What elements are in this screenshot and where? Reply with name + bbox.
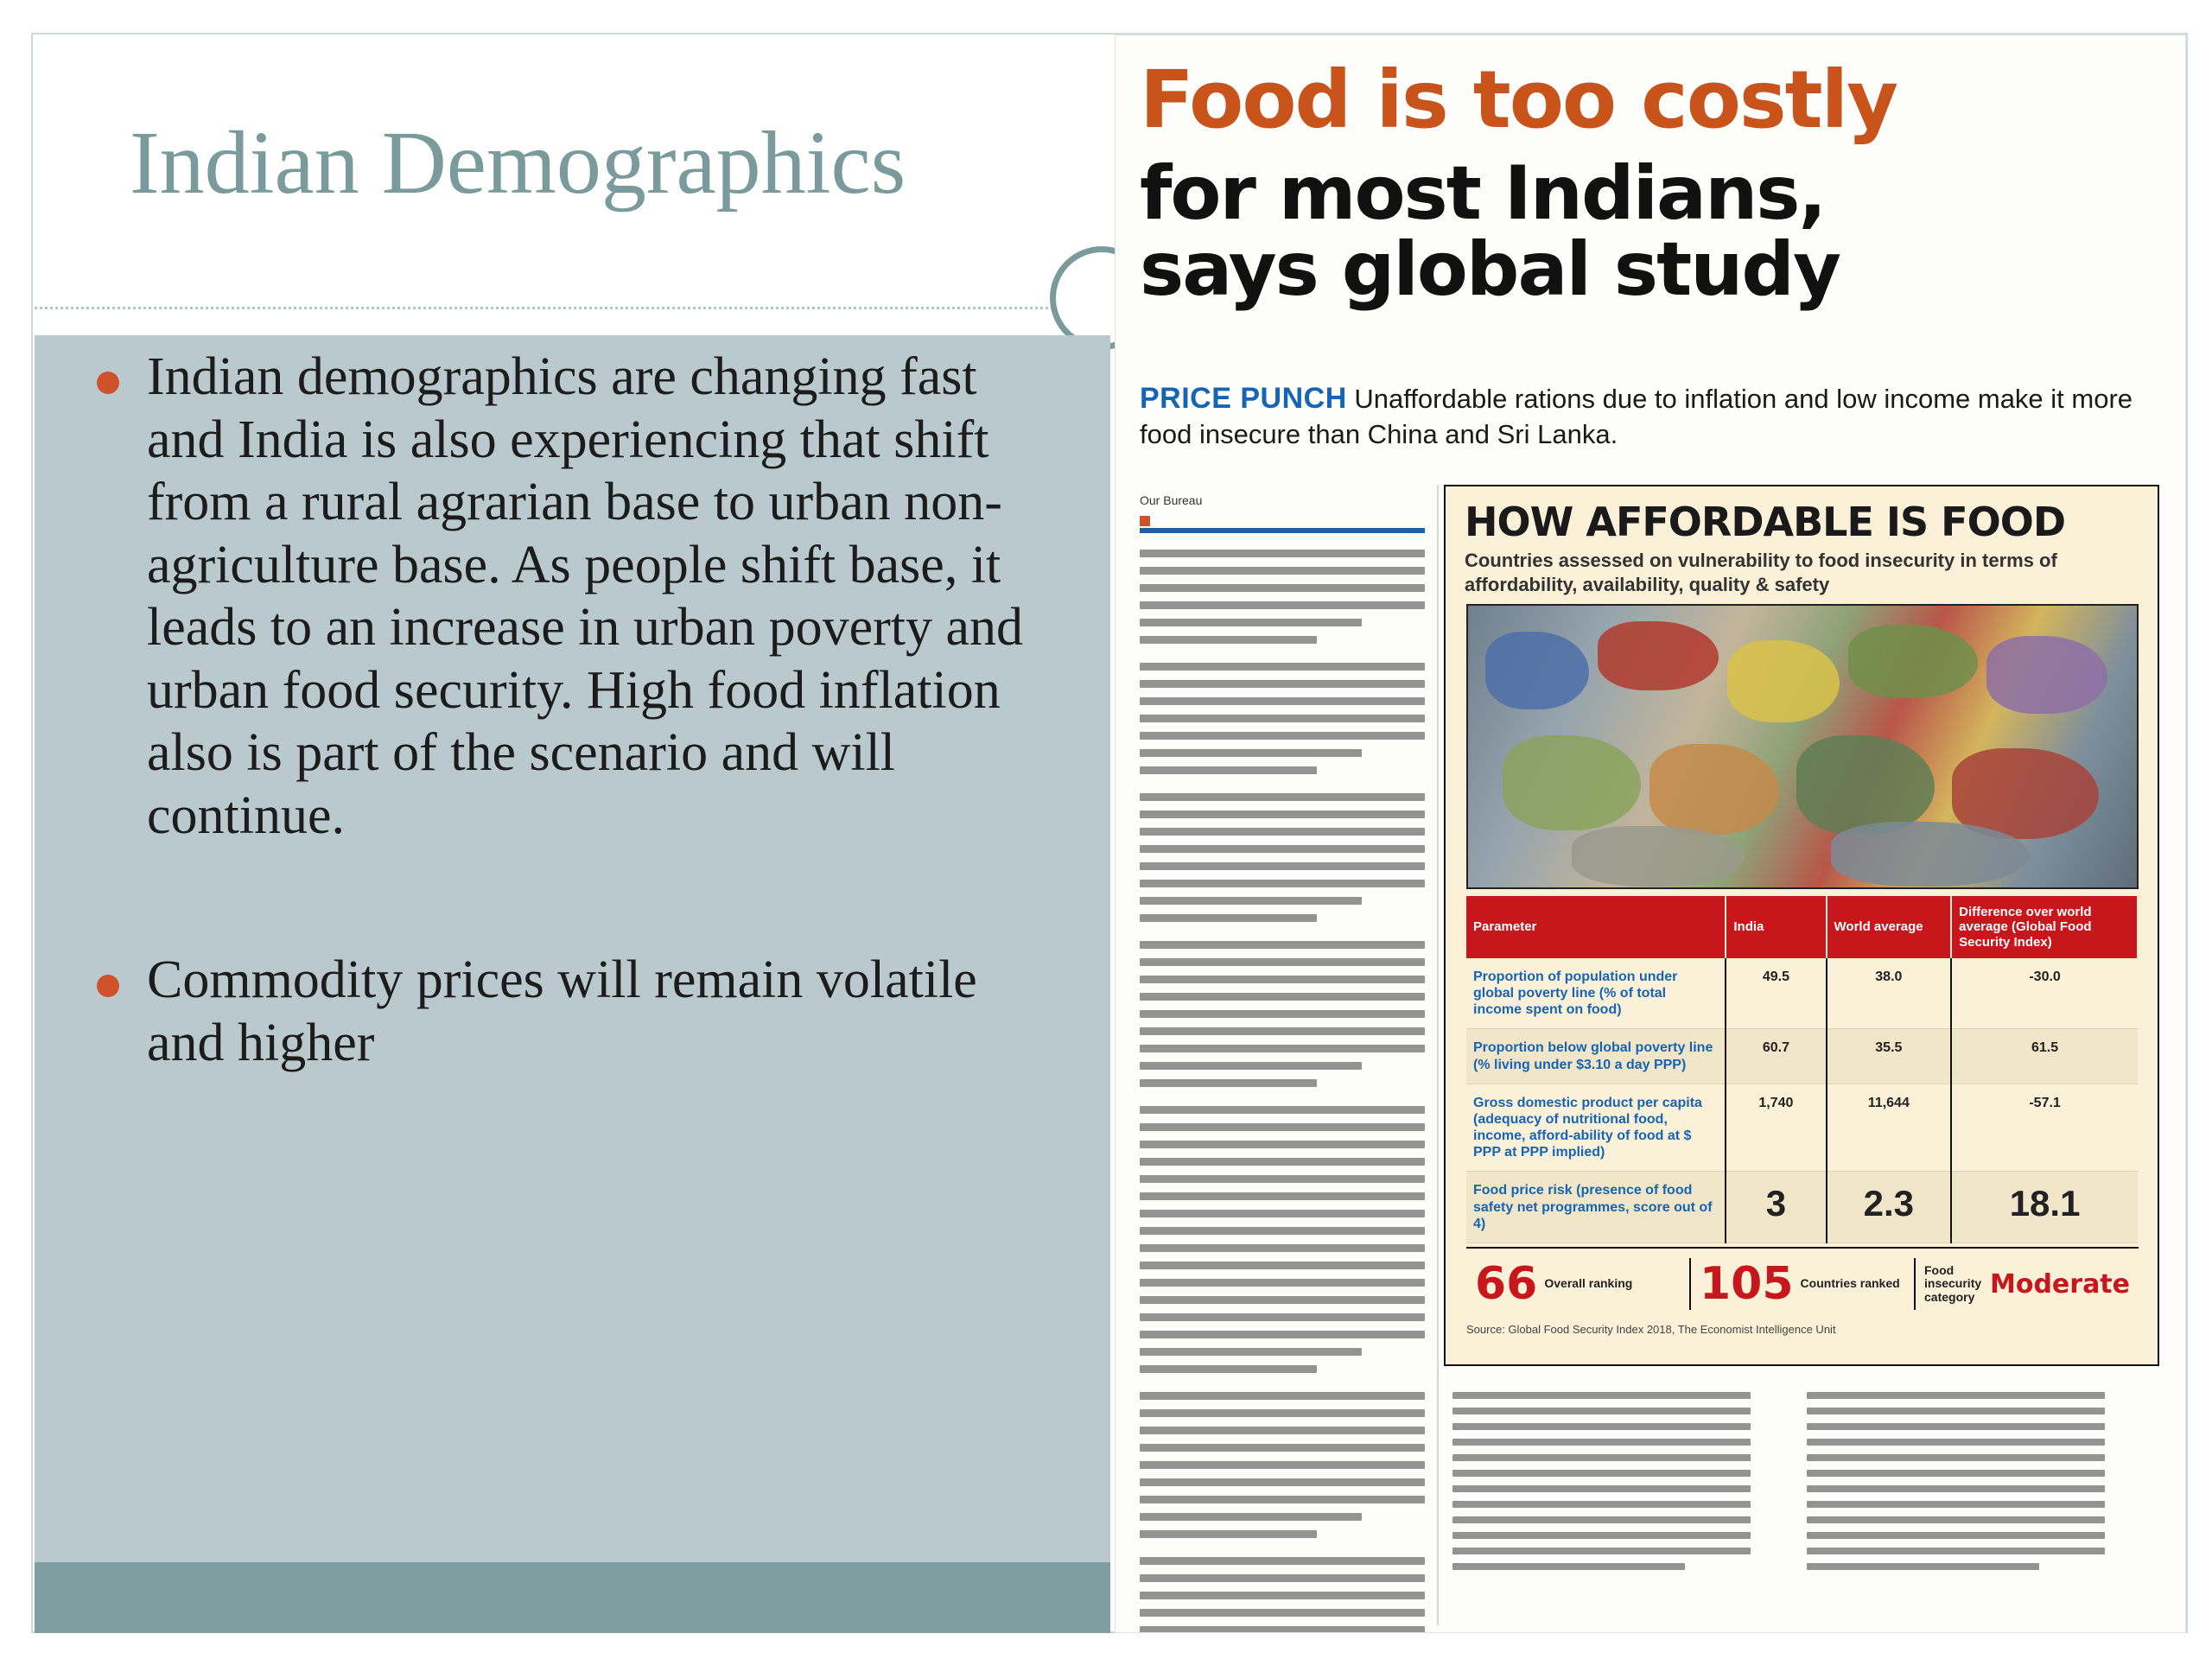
clipping-headline-line1: Food is too costly [1140,54,1897,146]
infographic-title: HOW AFFORDABLE IS FOOD [1465,499,2065,545]
footer-stat-category [1916,1258,2139,1310]
col-parameter: Parameter [1466,896,1726,958]
table-body [1466,958,2138,1243]
row-india: 60.7 [1726,1029,1826,1084]
title-divider [35,307,1084,309]
affordability-table [1466,896,2139,1243]
countries-ranked-value: 105 [1700,1258,1794,1310]
row-world: 11,644 [1827,1084,1952,1172]
overall-rank-label: Overall ranking [1544,1276,1633,1291]
countries-ranked-label: Countries ranked [1800,1276,1900,1291]
article-continuation-column-left [1452,1392,1751,1625]
col-india: India [1726,896,1826,958]
row-world: 38.0 [1827,958,1952,1029]
food-insecurity-value: Moderate [1989,1268,2130,1300]
overall-rank-value: 66 [1475,1258,1538,1310]
byline-marker-icon [1140,516,1150,526]
row-difference: 18.1 [1951,1172,2138,1243]
footer-stat-rank [1466,1258,1691,1310]
column-divider [1437,485,1439,1625]
table-row [1466,958,2138,1029]
row-india: 3 [1726,1172,1826,1243]
table-row [1466,1084,2138,1172]
kicker-text: Unaffordable rations due to inflation and low income make it more food insecure than China and Sri Lanka. [1140,384,2133,450]
clipping-headline-line3: says global study [1140,226,1840,313]
row-difference: 61.5 [1951,1029,2138,1084]
food-insecurity-label: Food insecurity category [1924,1262,1982,1304]
col-difference: Difference over world average (Global Food Security Index) [1951,896,2138,958]
col-world: World average [1827,896,1952,958]
table-header [1466,896,2138,958]
kicker-label: PRICE PUNCH [1140,382,1347,415]
infographic-source: Source: Global Food Security Index 2018, The Economist Intelligence Unit [1466,1323,1836,1336]
row-difference: -57.1 [1951,1084,2138,1172]
page-title: Indian Demographics [130,113,906,213]
title-area [35,36,1106,313]
table-row [1466,1029,2138,1084]
clipping-headline-line2: for most Indians, [1140,150,1826,237]
article-body-column [1140,550,1425,1621]
infographic-subtitle: Countries assessed on vulnerability to food insecurity in terms of affordability, availability, quality & safety [1465,550,2057,595]
list-item: Commodity prices will remain volatile and higher [35,949,1097,1074]
row-label: Proportion below global poverty line (% living under $3.10 a day PPP) [1466,1029,1726,1084]
row-world: 2.3 [1827,1172,1952,1243]
footer-stat-countries [1691,1258,1916,1310]
infographic-footer [1466,1247,2139,1319]
bullet-list [35,346,1097,1074]
article-continuation-column-right [1807,1392,2105,1625]
clipping-kicker [1140,379,2159,452]
panel-footer-bar [35,1562,1110,1633]
row-world: 35.5 [1827,1029,1952,1084]
infographic-card [1444,485,2159,1366]
clipping-headline-rest [1140,150,2159,313]
row-label: Proportion of population under global poverty line (% of total income spent on food) [1466,958,1726,1029]
list-item: Indian demographics are changing fast and India is also experiencing that shift from a rural agrarian base to urban non-agriculture base. As people shift base, it leads to an increase in urban poverty and urban food security. High food inflation also is part of the scenario and will continue. [35,346,1097,847]
table-header-row [1466,896,2138,958]
byline: Our Bureau [1140,493,1203,507]
row-label: Food price risk (presence of food safety net programmes, score out of 4) [1466,1172,1726,1243]
market-produce-photo [1466,604,2139,889]
row-difference: -30.0 [1951,958,2138,1029]
newspaper-clipping [1115,35,2186,1633]
row-label: Gross domestic product per capita (adequacy of nutritional food, income, afford-ability of food at $ PPP at PPP implied) [1466,1084,1726,1172]
row-india: 49.5 [1726,958,1826,1029]
table-row [1466,1172,2138,1243]
row-india: 1,740 [1726,1084,1826,1172]
byline-rule [1140,528,1425,533]
